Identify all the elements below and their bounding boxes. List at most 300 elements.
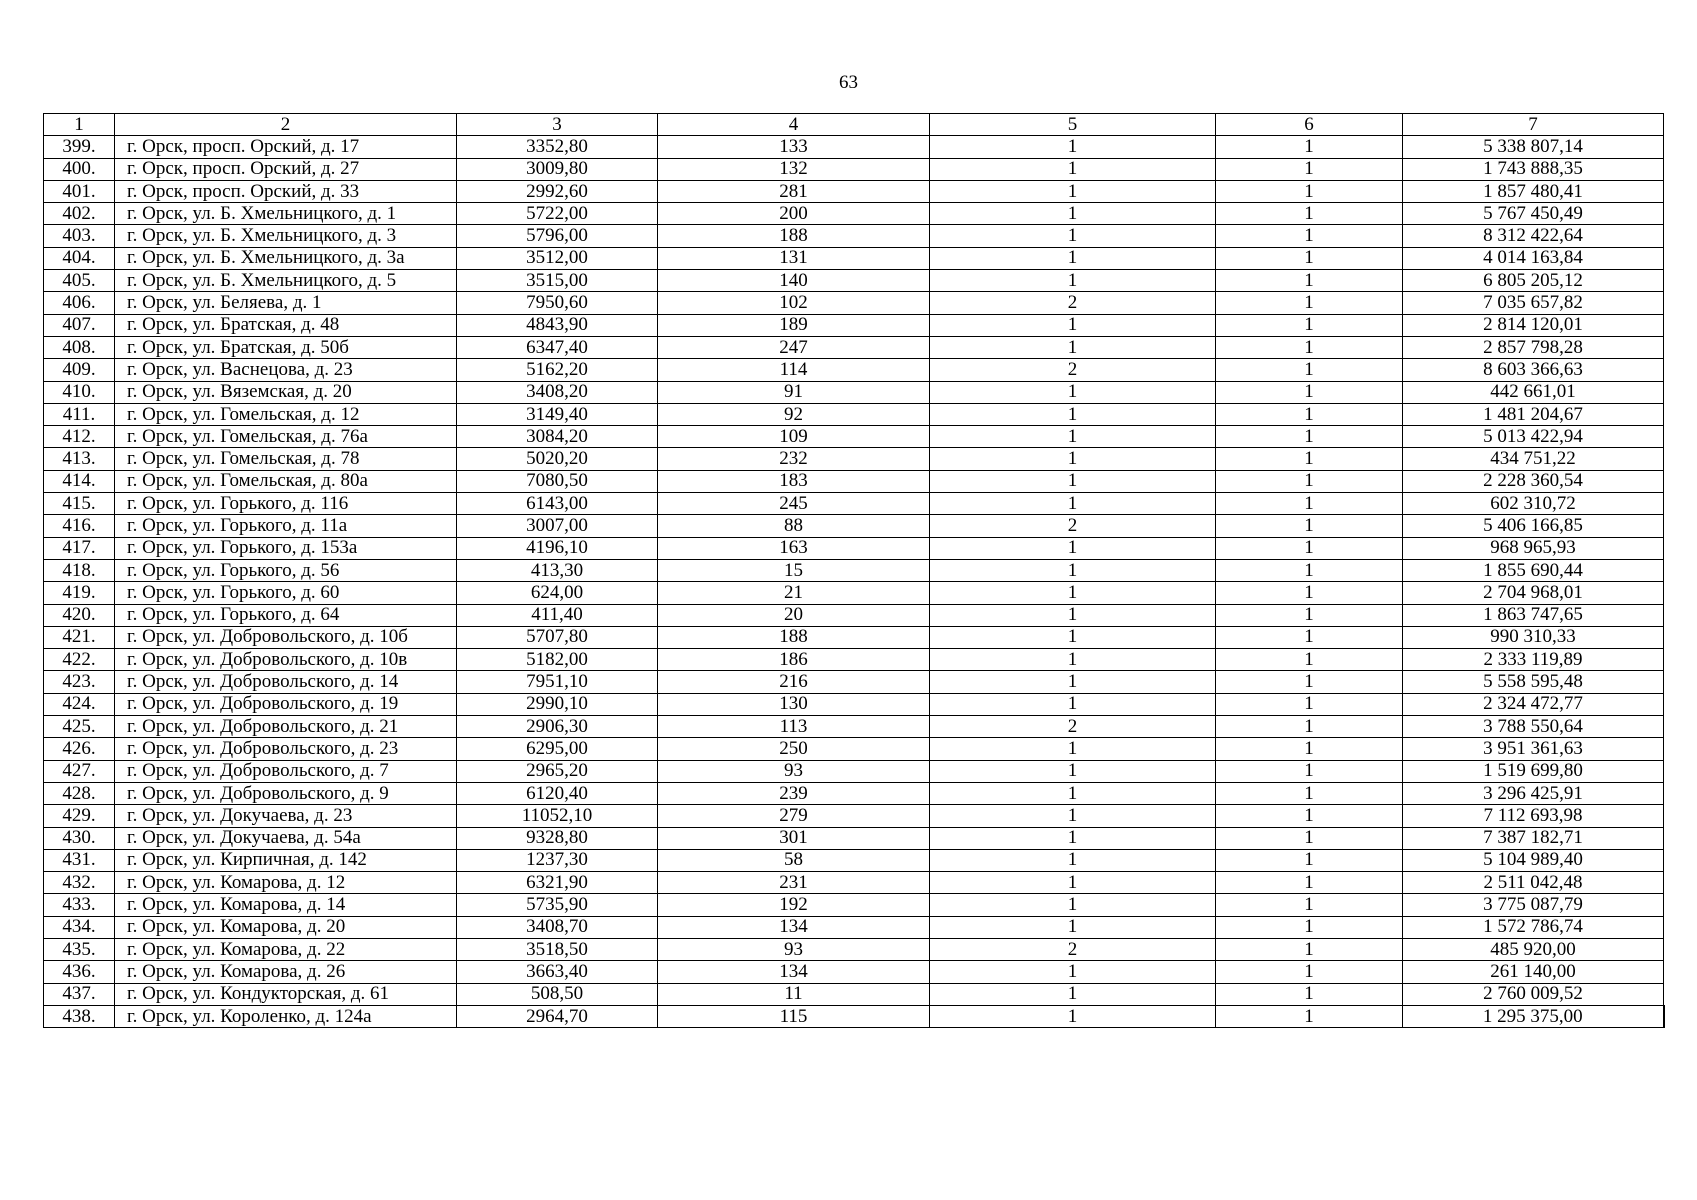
table-row: [44, 961, 1664, 983]
col5-cell: 1: [930, 671, 1216, 693]
address-cell: г. Орск, ул. Добровольского, д. 7: [115, 760, 457, 782]
col5-cell: 1: [930, 649, 1216, 671]
col6-cell: 1: [1216, 292, 1403, 314]
area-cell: 3515,00: [457, 270, 658, 292]
table-row: [44, 225, 1664, 247]
area-cell: 3352,80: [457, 136, 658, 158]
area-cell: 11052,10: [457, 805, 658, 827]
row-number-cell: 399.: [44, 136, 115, 158]
area-cell: 3512,00: [457, 247, 658, 269]
residents-cell: 114: [658, 359, 930, 381]
residents-cell: 113: [658, 716, 930, 738]
cost-cell: 1 863 747,65: [1403, 604, 1664, 626]
table-row: [44, 760, 1664, 782]
col5-cell: 1: [930, 336, 1216, 358]
address-cell: г. Орск, ул. Б. Хмельницкого, д. 5: [115, 270, 457, 292]
address-cell: г. Орск, ул. Комарова, д. 26: [115, 961, 457, 983]
address-cell: г. Орск, ул. Добровольского, д. 23: [115, 738, 457, 760]
column-header: 6: [1216, 114, 1403, 136]
row-number-cell: 419.: [44, 582, 115, 604]
cost-cell: 2 333 119,89: [1403, 649, 1664, 671]
row-number-cell: 405.: [44, 270, 115, 292]
row-number-cell: 416.: [44, 515, 115, 537]
table-row: [44, 849, 1664, 871]
cost-cell: 2 857 798,28: [1403, 336, 1664, 358]
area-cell: 413,30: [457, 559, 658, 581]
address-cell: г. Орск, ул. Беляева, д. 1: [115, 292, 457, 314]
col5-cell: 1: [930, 760, 1216, 782]
residents-cell: 250: [658, 738, 930, 760]
address-cell: г. Орск, ул. Горького, д. 64: [115, 604, 457, 626]
table-row: [44, 805, 1664, 827]
col5-cell: 1: [930, 626, 1216, 648]
col5-cell: 1: [930, 693, 1216, 715]
col5-cell: 1: [930, 314, 1216, 336]
col6-cell: 1: [1216, 336, 1403, 358]
cost-cell: 1 855 690,44: [1403, 559, 1664, 581]
address-cell: г. Орск, ул. Комарова, д. 14: [115, 894, 457, 916]
col5-cell: 2: [930, 938, 1216, 960]
address-cell: г. Орск, ул. Добровольского, д. 14: [115, 671, 457, 693]
cost-cell: 1 572 786,74: [1403, 916, 1664, 938]
column-header: 1: [44, 114, 115, 136]
col5-cell: 1: [930, 381, 1216, 403]
table-row: [44, 827, 1664, 849]
address-cell: г. Орск, просп. Орский, д. 27: [115, 158, 457, 180]
registry-table: [43, 113, 1665, 1028]
table-row: [44, 782, 1664, 804]
cost-cell: 7 387 182,71: [1403, 827, 1664, 849]
row-number-cell: 410.: [44, 381, 115, 403]
cost-cell: 5 767 450,49: [1403, 203, 1664, 225]
col6-cell: 1: [1216, 693, 1403, 715]
table-row: [44, 916, 1664, 938]
col5-cell: 2: [930, 716, 1216, 738]
table-row: [44, 314, 1664, 336]
col6-cell: 1: [1216, 180, 1403, 202]
col6-cell: 1: [1216, 1005, 1403, 1027]
column-header: 4: [658, 114, 930, 136]
row-number-cell: 403.: [44, 225, 115, 247]
area-cell: 3009,80: [457, 158, 658, 180]
table-row: [44, 270, 1664, 292]
cost-cell: 5 558 595,48: [1403, 671, 1664, 693]
residents-cell: 130: [658, 693, 930, 715]
table-row: [44, 983, 1664, 1005]
table-row: [44, 738, 1664, 760]
residents-cell: 239: [658, 782, 930, 804]
residents-cell: 189: [658, 314, 930, 336]
col6-cell: 1: [1216, 716, 1403, 738]
cost-cell: 2 814 120,01: [1403, 314, 1664, 336]
area-cell: 7950,60: [457, 292, 658, 314]
cost-cell: 8 312 422,64: [1403, 225, 1664, 247]
residents-cell: 132: [658, 158, 930, 180]
residents-cell: 92: [658, 403, 930, 425]
area-cell: 5182,00: [457, 649, 658, 671]
area-cell: 5735,90: [457, 894, 658, 916]
area-cell: 3408,70: [457, 916, 658, 938]
col6-cell: 1: [1216, 225, 1403, 247]
row-number-cell: 436.: [44, 961, 115, 983]
residents-cell: 186: [658, 649, 930, 671]
table-row: [44, 582, 1664, 604]
address-cell: г. Орск, ул. Добровольского, д. 19: [115, 693, 457, 715]
col6-cell: 1: [1216, 537, 1403, 559]
cost-cell: 485 920,00: [1403, 938, 1664, 960]
col6-cell: 1: [1216, 760, 1403, 782]
area-cell: 4196,10: [457, 537, 658, 559]
cost-cell: 3 296 425,91: [1403, 782, 1664, 804]
area-cell: 3007,00: [457, 515, 658, 537]
row-number-cell: 411.: [44, 403, 115, 425]
address-cell: г. Орск, ул. Горького, д. 116: [115, 493, 457, 515]
address-cell: г. Орск, ул. Васнецова, д. 23: [115, 359, 457, 381]
area-cell: 4843,90: [457, 314, 658, 336]
address-cell: г. Орск, ул. Братская, д. 48: [115, 314, 457, 336]
col5-cell: 2: [930, 292, 1216, 314]
page-number: 63: [839, 72, 858, 93]
cost-cell: 1 857 480,41: [1403, 180, 1664, 202]
col5-cell: 1: [930, 225, 1216, 247]
row-number-cell: 421.: [44, 626, 115, 648]
residents-cell: 245: [658, 493, 930, 515]
col5-cell: 1: [930, 559, 1216, 581]
residents-cell: 301: [658, 827, 930, 849]
table-row: [44, 894, 1664, 916]
area-cell: 7080,50: [457, 470, 658, 492]
address-cell: г. Орск, ул. Добровольского, д. 9: [115, 782, 457, 804]
row-number-cell: 428.: [44, 782, 115, 804]
area-cell: 3663,40: [457, 961, 658, 983]
row-number-cell: 430.: [44, 827, 115, 849]
table-row: [44, 938, 1664, 960]
col5-cell: 1: [930, 894, 1216, 916]
col5-cell: 1: [930, 247, 1216, 269]
row-number-cell: 437.: [44, 983, 115, 1005]
table-row: [44, 180, 1664, 202]
row-number-cell: 433.: [44, 894, 115, 916]
cost-cell: 1 481 204,67: [1403, 403, 1664, 425]
column-header: 5: [930, 114, 1216, 136]
col6-cell: 1: [1216, 470, 1403, 492]
address-cell: г. Орск, ул. Добровольского, д. 10в: [115, 649, 457, 671]
address-cell: г. Орск, ул. Комарова, д. 12: [115, 872, 457, 894]
area-cell: 6295,00: [457, 738, 658, 760]
column-header: 7: [1403, 114, 1664, 136]
row-number-cell: 400.: [44, 158, 115, 180]
address-cell: г. Орск, ул. Комарова, д. 20: [115, 916, 457, 938]
col6-cell: 1: [1216, 493, 1403, 515]
cost-cell: 261 140,00: [1403, 961, 1664, 983]
col6-cell: 1: [1216, 738, 1403, 760]
address-cell: г. Орск, ул. Горького, д. 56: [115, 559, 457, 581]
address-cell: г. Орск, ул. Кондукторская, д. 61: [115, 983, 457, 1005]
col5-cell: 1: [930, 827, 1216, 849]
address-cell: г. Орск, ул. Горького, д. 11а: [115, 515, 457, 537]
col6-cell: 1: [1216, 983, 1403, 1005]
table-row: [44, 470, 1664, 492]
row-number-cell: 417.: [44, 537, 115, 559]
cost-cell: 434 751,22: [1403, 448, 1664, 470]
address-cell: г. Орск, ул. Вяземская, д. 20: [115, 381, 457, 403]
residents-cell: 11: [658, 983, 930, 1005]
row-number-cell: 422.: [44, 649, 115, 671]
residents-cell: 192: [658, 894, 930, 916]
residents-cell: 134: [658, 916, 930, 938]
area-cell: 5796,00: [457, 225, 658, 247]
row-number-cell: 420.: [44, 604, 115, 626]
col5-cell: 1: [930, 426, 1216, 448]
area-cell: 411,40: [457, 604, 658, 626]
cost-cell: 2 704 968,01: [1403, 582, 1664, 604]
col6-cell: 1: [1216, 381, 1403, 403]
col6-cell: 1: [1216, 515, 1403, 537]
cost-cell: 8 603 366,63: [1403, 359, 1664, 381]
col6-cell: 1: [1216, 559, 1403, 581]
address-cell: г. Орск, ул. Гомельская, д. 76а: [115, 426, 457, 448]
address-cell: г. Орск, ул. Добровольского, д. 21: [115, 716, 457, 738]
row-number-cell: 423.: [44, 671, 115, 693]
row-number-cell: 404.: [44, 247, 115, 269]
address-cell: г. Орск, ул. Гомельская, д. 80а: [115, 470, 457, 492]
residents-cell: 15: [658, 559, 930, 581]
col6-cell: 1: [1216, 314, 1403, 336]
address-cell: г. Орск, ул. Короленко, д. 124а: [115, 1005, 457, 1027]
col5-cell: 1: [930, 805, 1216, 827]
area-cell: 5162,20: [457, 359, 658, 381]
col5-cell: 2: [930, 359, 1216, 381]
row-number-cell: 424.: [44, 693, 115, 715]
residents-cell: 20: [658, 604, 930, 626]
cost-cell: 2 228 360,54: [1403, 470, 1664, 492]
col5-cell: 1: [930, 738, 1216, 760]
col6-cell: 1: [1216, 938, 1403, 960]
area-cell: 3149,40: [457, 403, 658, 425]
cost-cell: 3 951 361,63: [1403, 738, 1664, 760]
cost-cell: 602 310,72: [1403, 493, 1664, 515]
cost-cell: 5 104 989,40: [1403, 849, 1664, 871]
table-row: [44, 426, 1664, 448]
address-cell: г. Орск, ул. Б. Хмельницкого, д. 3: [115, 225, 457, 247]
residents-cell: 131: [658, 247, 930, 269]
residents-cell: 281: [658, 180, 930, 202]
address-cell: г. Орск, ул. Гомельская, д. 78: [115, 448, 457, 470]
cost-cell: 2 511 042,48: [1403, 872, 1664, 894]
row-number-cell: 438.: [44, 1005, 115, 1027]
area-cell: 5722,00: [457, 203, 658, 225]
residents-cell: 163: [658, 537, 930, 559]
col6-cell: 1: [1216, 805, 1403, 827]
area-cell: 5020,20: [457, 448, 658, 470]
cost-cell: 1 295 375,00: [1403, 1005, 1664, 1027]
area-cell: 6347,40: [457, 336, 658, 358]
col6-cell: 1: [1216, 448, 1403, 470]
col6-cell: 1: [1216, 247, 1403, 269]
area-cell: 7951,10: [457, 671, 658, 693]
col5-cell: 1: [930, 270, 1216, 292]
row-number-cell: 415.: [44, 493, 115, 515]
residents-cell: 216: [658, 671, 930, 693]
col6-cell: 1: [1216, 961, 1403, 983]
col6-cell: 1: [1216, 158, 1403, 180]
table-row: [44, 716, 1664, 738]
col5-cell: 1: [930, 782, 1216, 804]
address-cell: г. Орск, ул. Б. Хмельницкого, д. 1: [115, 203, 457, 225]
table-row: [44, 336, 1664, 358]
col5-cell: 1: [930, 493, 1216, 515]
address-cell: г. Орск, ул. Б. Хмельницкого, д. 3а: [115, 247, 457, 269]
table-row: [44, 493, 1664, 515]
area-cell: 1237,30: [457, 849, 658, 871]
col5-cell: 1: [930, 983, 1216, 1005]
cost-cell: 1 519 699,80: [1403, 760, 1664, 782]
area-cell: 6120,40: [457, 782, 658, 804]
row-number-cell: 418.: [44, 559, 115, 581]
area-cell: 5707,80: [457, 626, 658, 648]
table-row: [44, 203, 1664, 225]
col5-cell: 1: [930, 158, 1216, 180]
area-cell: 624,00: [457, 582, 658, 604]
table-row: [44, 403, 1664, 425]
residents-cell: 21: [658, 582, 930, 604]
table-body: [44, 114, 1664, 1028]
area-cell: 2965,20: [457, 760, 658, 782]
col6-cell: 1: [1216, 671, 1403, 693]
residents-cell: 134: [658, 961, 930, 983]
table-row: [44, 158, 1664, 180]
table-row: [44, 649, 1664, 671]
cost-cell: 6 805 205,12: [1403, 270, 1664, 292]
col6-cell: 1: [1216, 203, 1403, 225]
residents-cell: 200: [658, 203, 930, 225]
table-row: [44, 671, 1664, 693]
table-row: [44, 537, 1664, 559]
address-cell: г. Орск, ул. Докучаева, д. 23: [115, 805, 457, 827]
col5-cell: 1: [930, 448, 1216, 470]
col5-cell: 1: [930, 849, 1216, 871]
row-number-cell: 435.: [44, 938, 115, 960]
row-number-cell: 434.: [44, 916, 115, 938]
area-cell: 2990,10: [457, 693, 658, 715]
col5-cell: 1: [930, 180, 1216, 202]
col6-cell: 1: [1216, 916, 1403, 938]
col5-cell: 1: [930, 403, 1216, 425]
area-cell: 3518,50: [457, 938, 658, 960]
address-cell: г. Орск, ул. Гомельская, д. 12: [115, 403, 457, 425]
row-number-cell: 414.: [44, 470, 115, 492]
col6-cell: 1: [1216, 827, 1403, 849]
address-cell: г. Орск, ул. Добровольского, д. 10б: [115, 626, 457, 648]
row-number-cell: 402.: [44, 203, 115, 225]
col6-cell: 1: [1216, 649, 1403, 671]
col5-cell: 2: [930, 515, 1216, 537]
residents-cell: 188: [658, 225, 930, 247]
area-cell: 2906,30: [457, 716, 658, 738]
col5-cell: 1: [930, 916, 1216, 938]
col5-cell: 1: [930, 604, 1216, 626]
col6-cell: 1: [1216, 359, 1403, 381]
address-cell: г. Орск, просп. Орский, д. 17: [115, 136, 457, 158]
col6-cell: 1: [1216, 626, 1403, 648]
cost-cell: 2 324 472,77: [1403, 693, 1664, 715]
residents-cell: 140: [658, 270, 930, 292]
col5-cell: 1: [930, 582, 1216, 604]
residents-cell: 232: [658, 448, 930, 470]
cost-cell: 3 788 550,64: [1403, 716, 1664, 738]
address-cell: г. Орск, ул. Горького, д. 153а: [115, 537, 457, 559]
address-cell: г. Орск, ул. Комарова, д. 22: [115, 938, 457, 960]
col6-cell: 1: [1216, 872, 1403, 894]
area-cell: 6143,00: [457, 493, 658, 515]
residents-cell: 93: [658, 938, 930, 960]
residents-cell: 102: [658, 292, 930, 314]
table-row: [44, 693, 1664, 715]
table-row: [44, 559, 1664, 581]
cost-cell: 1 743 888,35: [1403, 158, 1664, 180]
residents-cell: 88: [658, 515, 930, 537]
col5-cell: 1: [930, 203, 1216, 225]
table-row: [44, 1005, 1664, 1027]
residents-cell: 247: [658, 336, 930, 358]
row-number-cell: 431.: [44, 849, 115, 871]
col6-cell: 1: [1216, 426, 1403, 448]
header-row: [44, 114, 1664, 136]
address-cell: г. Орск, ул. Братская, д. 50б: [115, 336, 457, 358]
col6-cell: 1: [1216, 604, 1403, 626]
table-row: [44, 359, 1664, 381]
cost-cell: 5 406 166,85: [1403, 515, 1664, 537]
residents-cell: 115: [658, 1005, 930, 1027]
residents-cell: 183: [658, 470, 930, 492]
row-number-cell: 401.: [44, 180, 115, 202]
row-number-cell: 427.: [44, 760, 115, 782]
area-cell: 3084,20: [457, 426, 658, 448]
table-row: [44, 626, 1664, 648]
table-row: [44, 872, 1664, 894]
address-cell: г. Орск, ул. Кирпичная, д. 142: [115, 849, 457, 871]
residents-cell: 231: [658, 872, 930, 894]
table-row: [44, 448, 1664, 470]
col6-cell: 1: [1216, 849, 1403, 871]
col5-cell: 1: [930, 470, 1216, 492]
address-cell: г. Орск, ул. Горького, д. 60: [115, 582, 457, 604]
address-cell: г. Орск, просп. Орский, д. 33: [115, 180, 457, 202]
row-number-cell: 426.: [44, 738, 115, 760]
residents-cell: 133: [658, 136, 930, 158]
residents-cell: 188: [658, 626, 930, 648]
col5-cell: 1: [930, 537, 1216, 559]
table-row: [44, 515, 1664, 537]
table-row: [44, 381, 1664, 403]
row-number-cell: 407.: [44, 314, 115, 336]
row-number-cell: 429.: [44, 805, 115, 827]
cost-cell: 7 035 657,82: [1403, 292, 1664, 314]
residents-cell: 93: [658, 760, 930, 782]
address-cell: г. Орск, ул. Докучаева, д. 54а: [115, 827, 457, 849]
cost-cell: 4 014 163,84: [1403, 247, 1664, 269]
col5-cell: 1: [930, 136, 1216, 158]
cost-cell: 442 661,01: [1403, 381, 1664, 403]
cost-cell: 3 775 087,79: [1403, 894, 1664, 916]
table-row: [44, 292, 1664, 314]
col6-cell: 1: [1216, 270, 1403, 292]
area-cell: 2992,60: [457, 180, 658, 202]
col5-cell: 1: [930, 872, 1216, 894]
cost-cell: 5 013 422,94: [1403, 426, 1664, 448]
col5-cell: 1: [930, 1005, 1216, 1027]
cost-cell: 968 965,93: [1403, 537, 1664, 559]
